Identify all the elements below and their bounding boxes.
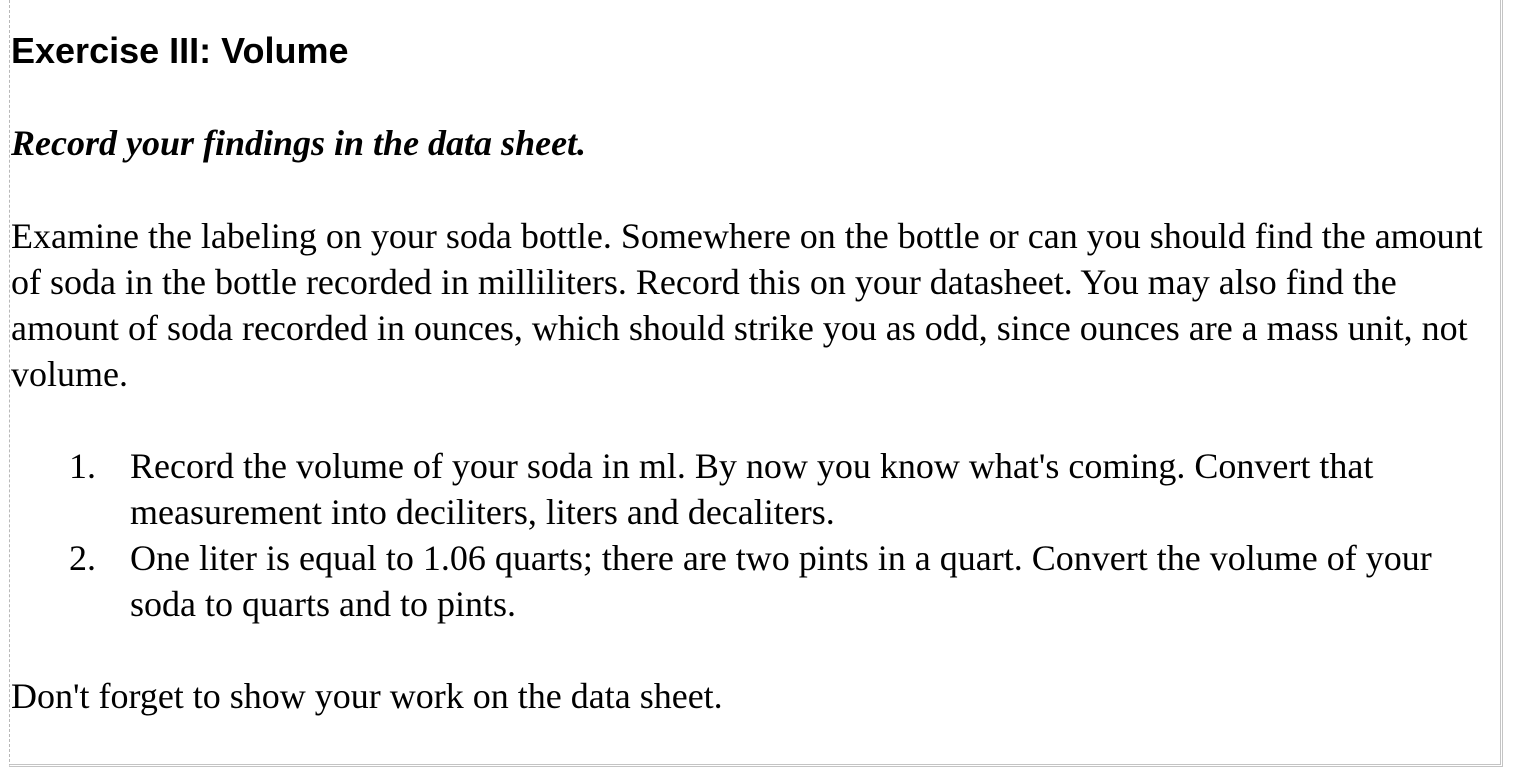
exercise-instruction: Record your findings in the data sheet. xyxy=(11,123,587,163)
step-item xyxy=(11,443,1501,535)
closing-note: Don't forget to show your work on the data sheet. xyxy=(11,676,723,716)
step-item xyxy=(11,535,1501,627)
intro-paragraph: Examine the labeling on your soda bottle. Somewhere on the bottle or can you should find the amount of soda in the bottle recorded in milliliters. Record this on your datasheet. You may also find the amount of soda recorded in ounces, which should strike you as odd, since ounces are a mass unit, not volume. xyxy=(11,216,1483,394)
step-number: 2. xyxy=(69,538,96,578)
step-text: Record the volume of your soda in ml. By now you know what's coming. Convert that measurement into deciliters, liters and decaliters. xyxy=(130,446,1374,532)
step-text: One liter is equal to 1.06 quarts; there are two pints in a quart. Convert the volume of your soda to quarts and to pints. xyxy=(130,538,1432,624)
exercise-title: Exercise III: Volume xyxy=(11,30,349,71)
steps-list xyxy=(11,443,1501,627)
step-number: 1. xyxy=(69,446,96,486)
